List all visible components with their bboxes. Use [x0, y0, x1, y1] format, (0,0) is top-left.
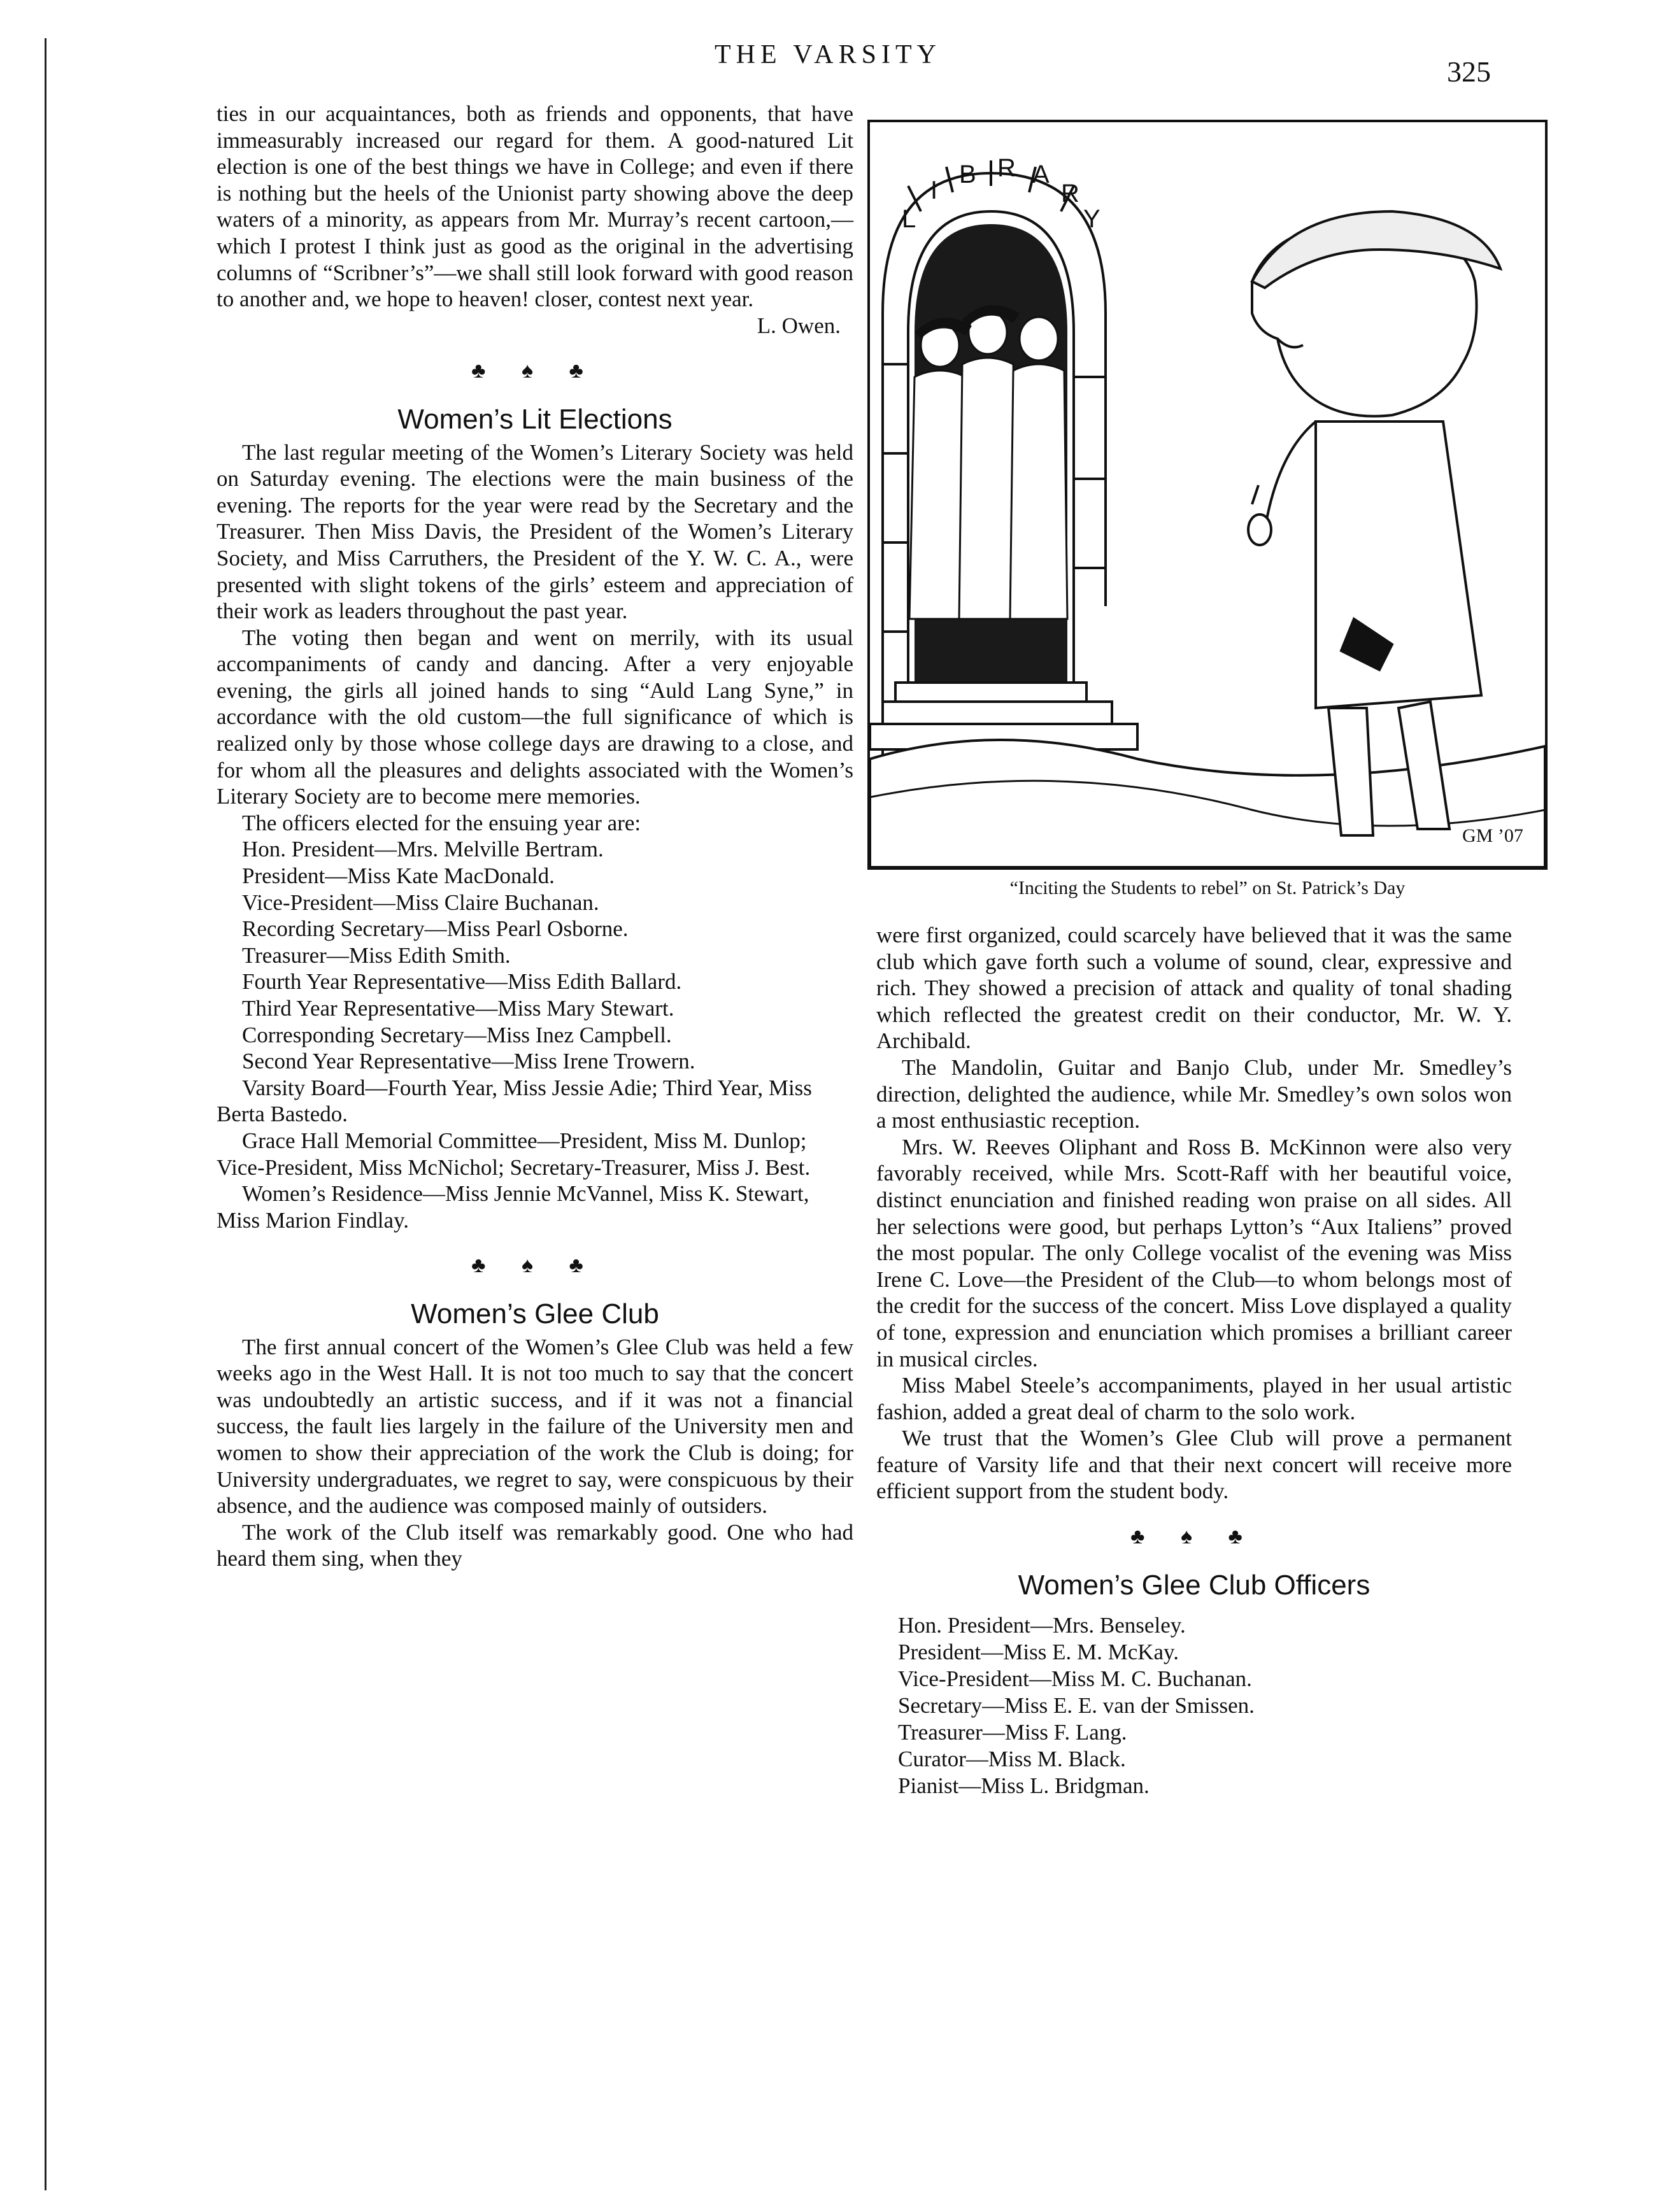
artist-signature: GM ’07 — [1462, 825, 1523, 846]
intro-paragraph: ties in our acquaintances, both as friends and opponents, that have immeasurably increased our regard for them. A good-natured Lit election is one of the best things we have in College; and even if there is nothing but the heels of the Unionist party showing above the deep waters of a minority, as appears from Mr. Murray’s recent cartoon,—which I protest I think just as good as the original in the advertising columns of “Scribner’s”—we shall still look forward with good reason to another and, we hope to heaven! closer, contest next year. — [217, 101, 853, 312]
sign-letter: B — [959, 160, 976, 188]
ornament-divider: ♣ ♠ ♣ — [471, 359, 599, 383]
officer-entry: Varsity Board—Fourth Year, Miss Jessie Adie; Third Year, Miss Berta Bastedo. — [217, 1075, 812, 1127]
ornament-divider: ♣ ♠ ♣ — [471, 1254, 599, 1278]
lit-elections-paragraph: The last regular meeting of the Women’s Literary Society was held on Saturday evening. The elections were the main business of the evening. The reports for the year were read by the Secretary and the Treasurer. Then Miss Davis, the President of the Women’s Literary Society, and Miss Carruthers, the President of the Y. W. C. A., were presented with slight tokens of the girls’ esteem and appreciation of their work as leaders throughout the past year. — [217, 439, 853, 624]
officer-entry: Third Year Representative—Miss Mary Stewart. — [242, 996, 674, 1021]
lit-elections-paragraph: The officers elected for the ensuing year are: — [242, 810, 641, 835]
officer-entry: Vice-President—Miss Claire Buchanan. — [242, 890, 599, 915]
page-number: 325 — [1447, 55, 1491, 88]
glee-club-paragraph: We trust that the Women’s Glee Club will prove a permanent feature of Varsity life and that their next concert will receive more efficient support from the student body. — [876, 1426, 1512, 1504]
officer-entry: Recording Secretary—Miss Pearl Osborne. — [242, 916, 629, 942]
officer-entry: President—Miss E. M. McKay. — [898, 1640, 1179, 1665]
officer-entry: Corresponding Secretary—Miss Inez Campbell. — [242, 1022, 672, 1047]
lit-elections-paragraph: The voting then began and went on merrily, with its usual accompaniments of candy and dancing. After a very enjoyable evening, the girls all joined hands to sing “Auld Lang Syne,” in accordance with the old custom—the full significance of which is realized only by those whose college days are drawing to a close, and for whom all the pleasures and delights associated with the Women’s Literary Society are to become mere memories. — [217, 625, 853, 809]
glee-club-paragraph: The Mandolin, Guitar and Banjo Club, under Mr. Smedley’s direction, delighted the audience, while Mr. Smedley’s own solos won a most enthusiastic reception. — [876, 1054, 1512, 1133]
officer-entry: Pianist—Miss L. Bridgman. — [898, 1773, 1150, 1799]
intro-signature: L. Owen. — [757, 313, 841, 338]
sign-letter: A — [1032, 160, 1050, 188]
officer-entry: Hon. President—Mrs. Melville Bertram. — [242, 837, 604, 862]
sign-letter: R — [997, 154, 1016, 182]
page-margin-line — [45, 38, 46, 2190]
officer-entry: Second Year Representative—Miss Irene Trowern. — [242, 1049, 695, 1074]
officer-entry: Vice-President—Miss M. C. Buchanan. — [898, 1666, 1252, 1692]
sign-letter: R — [1061, 180, 1079, 208]
sign-letter: I — [930, 176, 938, 204]
officer-entry: Hon. President—Mrs. Benseley. — [898, 1613, 1186, 1638]
officer-entry: Women’s Residence—Miss Jennie McVannel, Miss K. Stewart, Miss Marion Findlay. — [217, 1181, 809, 1233]
ornament-divider: ♣ ♠ ♣ — [1130, 1525, 1258, 1549]
section-title-glee-officers: Women’s Glee Club Officers — [1018, 1569, 1371, 1601]
officer-entry: Secretary—Miss E. E. van der Smissen. — [898, 1693, 1255, 1719]
officer-entry: Treasurer—Miss F. Lang. — [898, 1720, 1127, 1745]
glee-club-paragraph: were first organized, could scarcely have believed that it was the same club which gave forth such a volume of sound, clear, expressive and rich. They showed a precision of attack and quality of tonal shading which reflected the greatest credit on their conductor, Mr. W. Y. Archibald. — [876, 923, 1512, 1054]
glee-officers-list — [876, 1612, 1512, 1799]
officer-entry: President—Miss Kate MacDonald. — [242, 863, 555, 889]
sign-letter: L — [902, 205, 916, 233]
left-column — [217, 101, 853, 1572]
section-title-glee-club: Women’s Glee Club — [411, 1298, 659, 1329]
officer-entry: Curator—Miss M. Black. — [898, 1747, 1126, 1772]
officer-entry: Treasurer—Miss Edith Smith. — [242, 942, 511, 968]
cartoon-illustration — [867, 120, 1548, 870]
cartoon-drawing — [870, 122, 1545, 867]
figure-caption: “Inciting the Students to rebel” on St. Patrick’s Day — [1009, 877, 1406, 898]
right-column — [876, 922, 1512, 1799]
sign-letter: Y — [1083, 205, 1100, 233]
glee-club-paragraph: The first annual concert of the Women’s Glee Club was held a few weeks ago in the West Hall. It is not too much to say that the concert was undoubtedly an artistic success, and if it was not a financial success, the fault lies largely in the failure of the University men and women to show their appreciation of the work the Club is doing; for University undergraduates, we regret to say, were conspicuous by their absence, and the audience was composed mainly of outsiders. — [217, 1334, 853, 1519]
glee-club-paragraph: Miss Mabel Steele’s accompaniments, played in her usual artistic fashion, added a great deal of charm to the solo work. — [876, 1373, 1512, 1424]
running-head: THE VARSITY — [715, 40, 941, 69]
officer-entry: Grace Hall Memorial Committee—President, Miss M. Dunlop; Vice-President, Miss McNichol; Secretary-Treasurer, Miss J. Best. — [217, 1128, 811, 1180]
glee-club-paragraph: Mrs. W. Reeves Oliphant and Ross B. McKinnon were also very favorably received, while Mrs. Scott-Raff with her beautiful voice, distinct enunciation and finished reading won praise on all sides. All her selections were good, but perhaps Lytton’s “Aux Italiens” proved the most popular. The only College vocalist of the evening was Miss Irene C. Love—the President of the Club—to whom belongs most of the credit for the success of the concert. Miss Love displayed a quality of tone, expression and enunciation which promises a brilliant career in musical circles. — [876, 1134, 1512, 1372]
section-title-lit-elections: Women’s Lit Elections — [397, 403, 673, 435]
lit-officers-list — [217, 836, 853, 1233]
officer-entry: Fourth Year Representative—Miss Edith Ballard. — [242, 969, 682, 995]
glee-club-paragraph: The work of the Club itself was remarkably good. One who had heard them sing, when they — [217, 1519, 853, 1571]
